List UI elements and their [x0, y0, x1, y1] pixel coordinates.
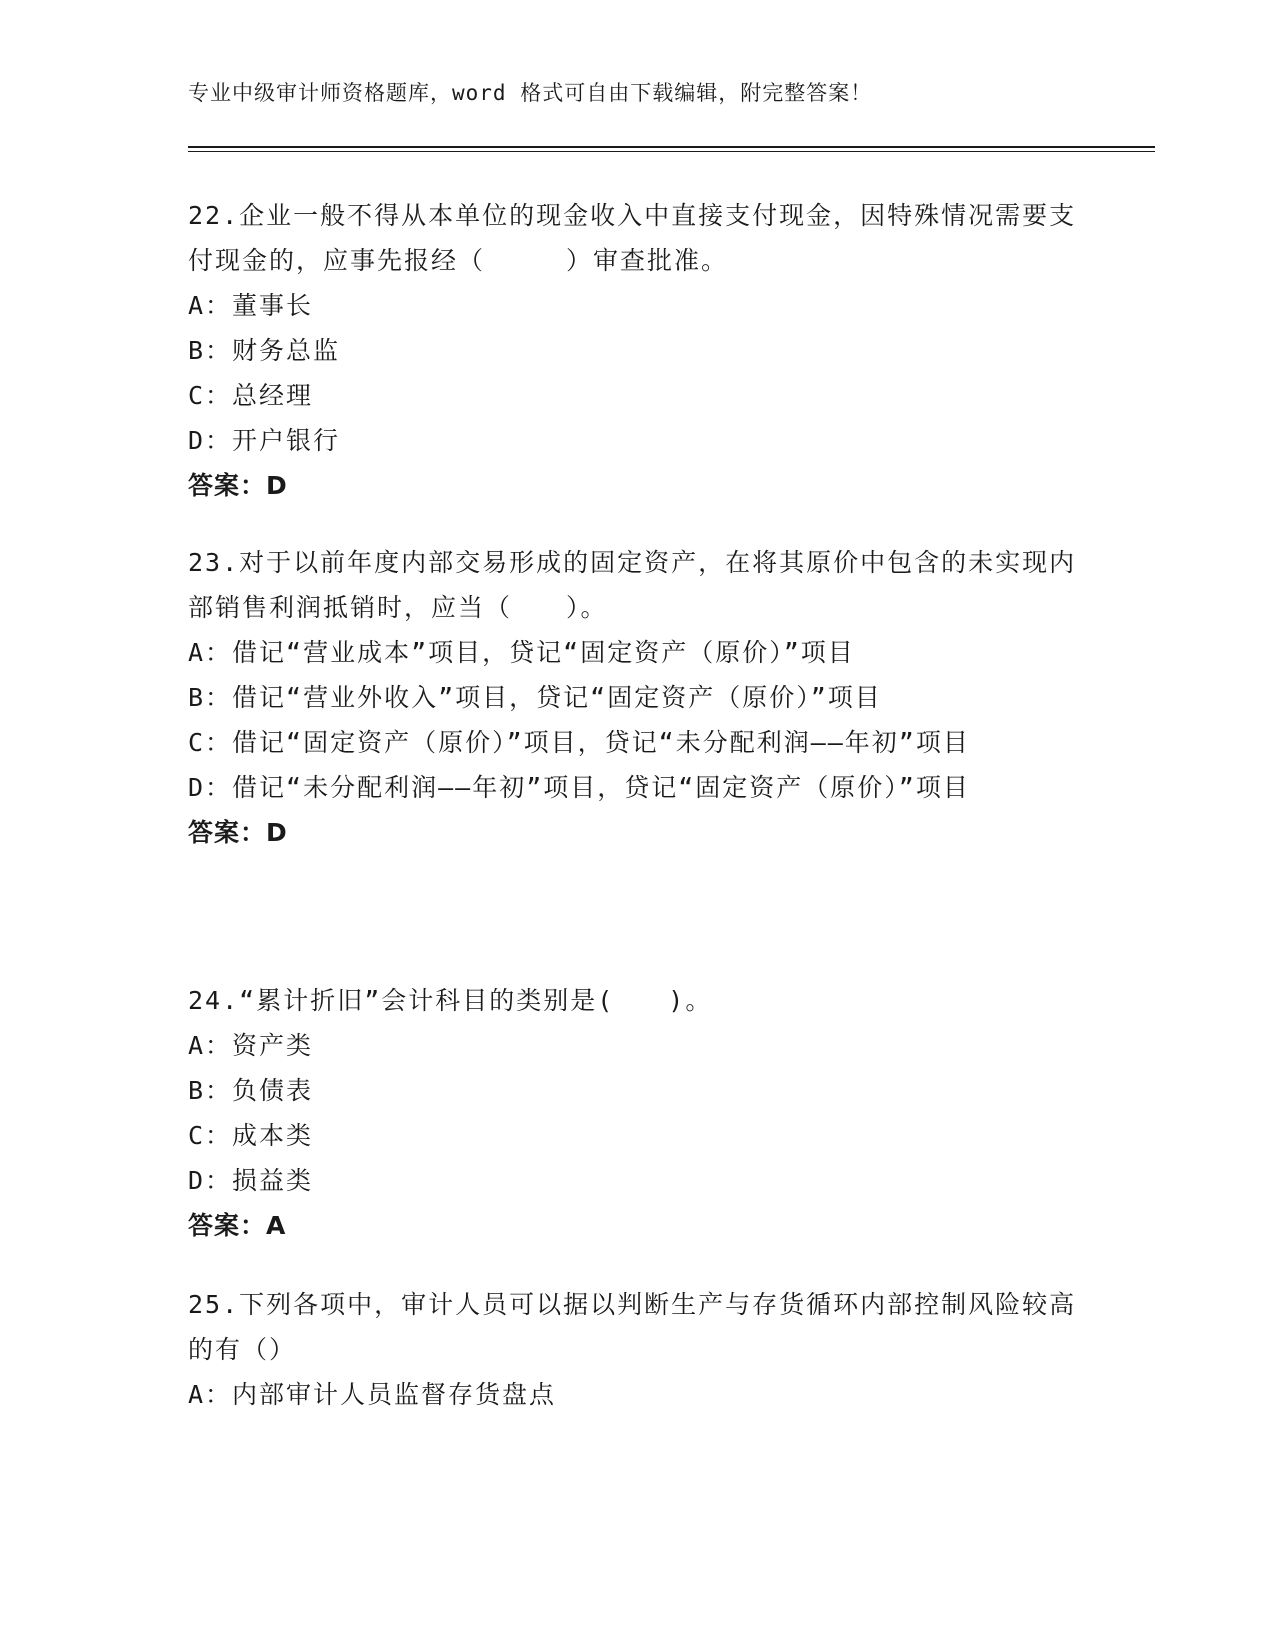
option-b: B：借记“营业外收入”项目，贷记“固定资产（原价）”项目 — [188, 683, 882, 712]
option-a: A：董事长 — [188, 291, 314, 320]
option-b: B：负债表 — [188, 1076, 314, 1105]
option-b: B：财务总监 — [188, 336, 341, 365]
option-a: A：资产类 — [188, 1031, 314, 1060]
question-25 — [188, 1282, 1088, 1417]
option-a: A：内部审计人员监督存货盘点 — [188, 1380, 557, 1409]
question-24 — [188, 978, 1088, 1248]
option-d: D：开户银行 — [188, 426, 341, 455]
question-text: 24.“累计折旧”会计科目的类别是( )。 — [188, 986, 713, 1015]
answer-label: 答案：D — [188, 471, 288, 500]
page-header: 专业中级审计师资格题库，word 格式可自由下载编辑，附完整答案！ — [188, 81, 873, 105]
question-text: 23.对于以前年度内部交易形成的固定资产，在将其原价中包含的未实现内部销售利润抵销时，应当（ ）。 — [188, 548, 1077, 622]
answer-label: 答案：A — [188, 1211, 287, 1240]
option-c: C：成本类 — [188, 1121, 314, 1150]
option-d: D：借记“未分配利润——年初”项目，贷记“固定资产（原价）”项目 — [188, 773, 970, 802]
question-22 — [188, 193, 1088, 508]
option-c: C：借记“固定资产（原价）”项目，贷记“未分配利润——年初”项目 — [188, 728, 970, 757]
option-d: D：损益类 — [188, 1166, 314, 1195]
question-23 — [188, 540, 1088, 855]
header-divider — [188, 146, 1155, 152]
question-text: 22.企业一般不得从本单位的现金收入中直接支付现金，因特殊情况需要支付现金的，应事先报经（ ）审查批准。 — [188, 201, 1077, 275]
answer-label: 答案：D — [188, 818, 288, 847]
option-a: A：借记“营业成本”项目，贷记“固定资产（原价）”项目 — [188, 638, 855, 667]
option-c: C：总经理 — [188, 381, 314, 410]
question-text: 25.下列各项中，审计人员可以据以判断生产与存货循环内部控制风险较高的有（） — [188, 1290, 1077, 1364]
